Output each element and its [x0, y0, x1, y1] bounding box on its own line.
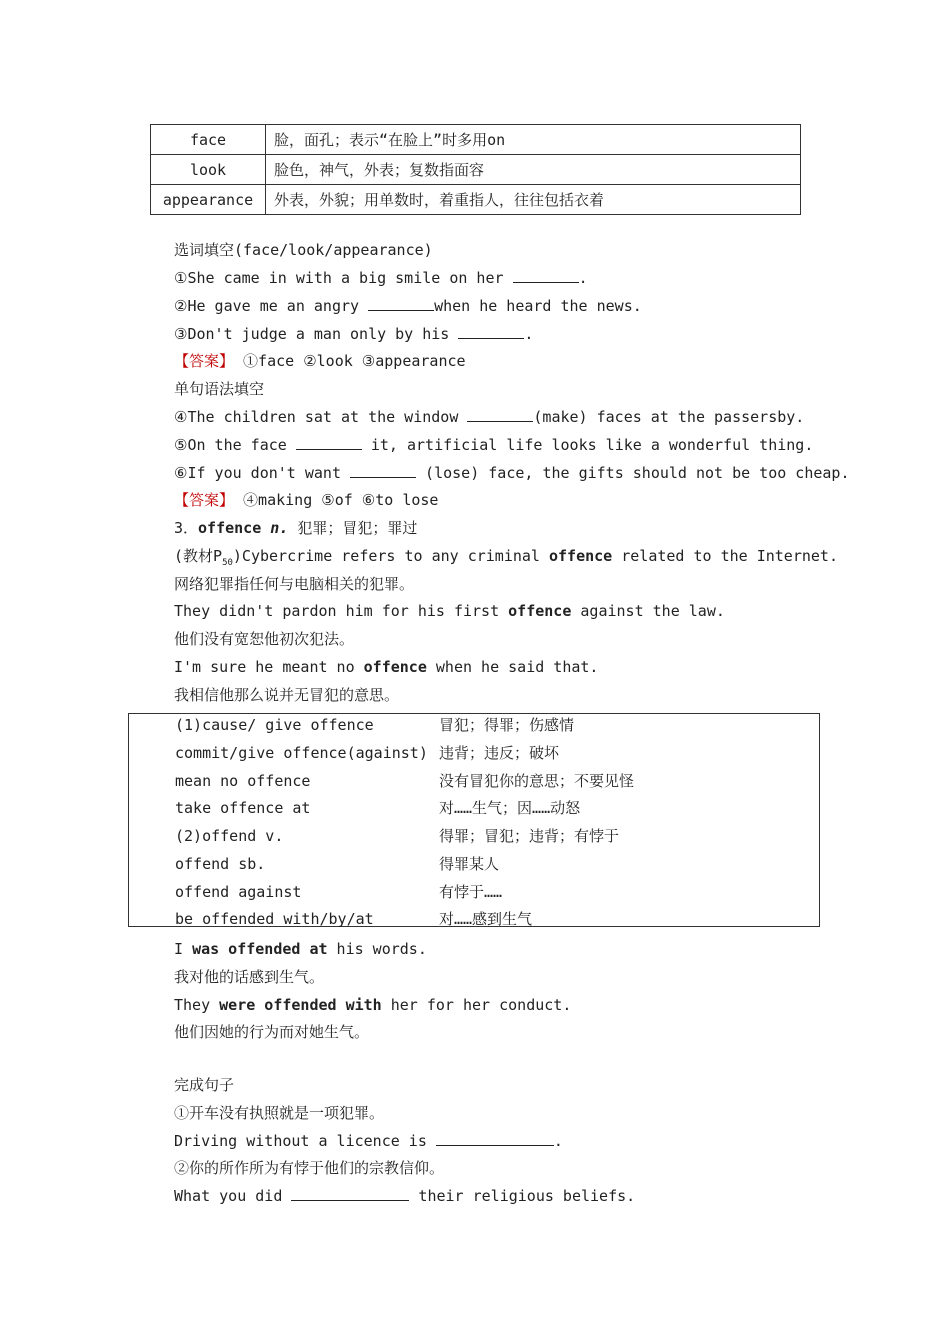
answer-blank[interactable]	[296, 435, 362, 450]
table-meaning: 外表，外貌；用单数时，着重指人，往往包括衣着	[266, 185, 801, 215]
phrase-en: mean no offence	[175, 772, 311, 790]
exercise2-heading: 单句语法填空	[174, 380, 265, 398]
exercise1-q3: ③Don't judge a man only by his .	[174, 325, 534, 343]
exercise2-q5: ⑤On the face it, artificial life looks like a wonderful thing.	[174, 436, 814, 454]
synonym-table	[150, 124, 801, 215]
phrase-cn: 没有冒犯你的意思；不要见怪	[439, 772, 635, 790]
complete-c2-cn: ②你的所作所为有悖于他们的宗教信仰。	[174, 1159, 445, 1177]
entry-example2: They didn't pardon him for his first offence against the law.	[174, 602, 725, 620]
exercise2-q4: ④The children sat at the window (make) faces at the passersby.	[174, 408, 805, 426]
table-row	[151, 155, 801, 185]
phrase-cn: 得罪；冒犯；违背；有悖于	[439, 827, 620, 845]
phrase-en: (2)offend v.	[175, 827, 284, 845]
exercise2-answer: 【答案】 ④making ⑤of ⑥to lose	[174, 491, 439, 509]
answer-label: 【答案】	[174, 352, 235, 370]
usage-example1-translation: 我对他的话感到生气。	[174, 968, 325, 986]
answer-blank[interactable]	[436, 1131, 554, 1146]
table-row	[151, 125, 801, 155]
exercise1-answer: 【答案】 ①face ②look ③appearance	[174, 352, 466, 370]
vocab-entry-heading: 3．offence n. 犯罪；冒犯；罪过	[174, 519, 418, 537]
phrase-cn: 冒犯；得罪；伤感情	[439, 716, 575, 734]
phrase-cn: 对……感到生气	[439, 910, 533, 928]
answer-blank[interactable]	[350, 463, 416, 478]
phrase-box	[128, 713, 820, 927]
entry-example3-translation: 我相信他那么说并无冒犯的意思。	[174, 686, 400, 704]
phrase-cn: 违背；违反；破坏	[439, 744, 560, 762]
phrase-en: offend against	[175, 883, 302, 901]
phrase-en: commit/give offence(against)	[175, 744, 428, 762]
phrase-en: be offended with/by/at	[175, 910, 374, 928]
table-meaning: 脸，面孔；表示“在脸上”时多用on	[266, 125, 801, 155]
phrase-en: take offence at	[175, 799, 311, 817]
phrase-cn: 对……生气；因……动怒	[439, 799, 581, 817]
exercise1-q2: ②He gave me an angry when he heard the news.	[174, 297, 642, 315]
usage-example2: They were offended with her for her conduct.	[174, 996, 572, 1014]
complete-c2: What you did their religious beliefs.	[174, 1187, 636, 1205]
answer-blank[interactable]	[513, 268, 579, 283]
entry-example3: I'm sure he meant no offence when he said that.	[174, 658, 599, 676]
phrase-cn: 有悖于……	[439, 883, 503, 901]
complete-c1-cn: ①开车没有执照就是一项犯罪。	[174, 1104, 385, 1122]
phrase-en: offend sb.	[175, 855, 266, 873]
phrase-en: (1)cause/ give offence	[175, 716, 374, 734]
phrase-cn: 得罪某人	[439, 855, 500, 873]
exercise1-q1: ①She came in with a big smile on her .	[174, 269, 588, 287]
exercise2-q6: ⑥If you don't want (lose) face, the gifts should not be too cheap.	[174, 464, 850, 482]
usage-example2-translation: 他们因她的行为而对她生气。	[174, 1023, 370, 1041]
complete-c1: Driving without a licence is .	[174, 1132, 563, 1150]
table-word: face	[151, 125, 266, 155]
entry-example1-translation: 网络犯罪指任何与电脑相关的犯罪。	[174, 575, 415, 593]
entry-example2-translation: 他们没有宽恕他初次犯法。	[174, 630, 355, 648]
answer-blank[interactable]	[368, 296, 434, 311]
answer-blank[interactable]	[291, 1186, 409, 1201]
usage-example1: I was offended at his words.	[174, 940, 427, 958]
entry-example1: (教材$P_{50})Cybercrime$ refers to any criminal offence related to the Internet.	[174, 547, 838, 568]
table-meaning: 脸色，神气，外表；复数指面容	[266, 155, 801, 185]
table-word: appearance	[151, 185, 266, 215]
exercise1-heading: 选词填空(face/look/appearance)	[174, 241, 433, 259]
answer-blank[interactable]	[458, 324, 524, 339]
complete-heading: 完成句子	[174, 1076, 235, 1094]
table-word: look	[151, 155, 266, 185]
answer-label: 【答案】	[174, 491, 235, 509]
table-row	[151, 185, 801, 215]
answer-blank[interactable]	[467, 407, 533, 422]
